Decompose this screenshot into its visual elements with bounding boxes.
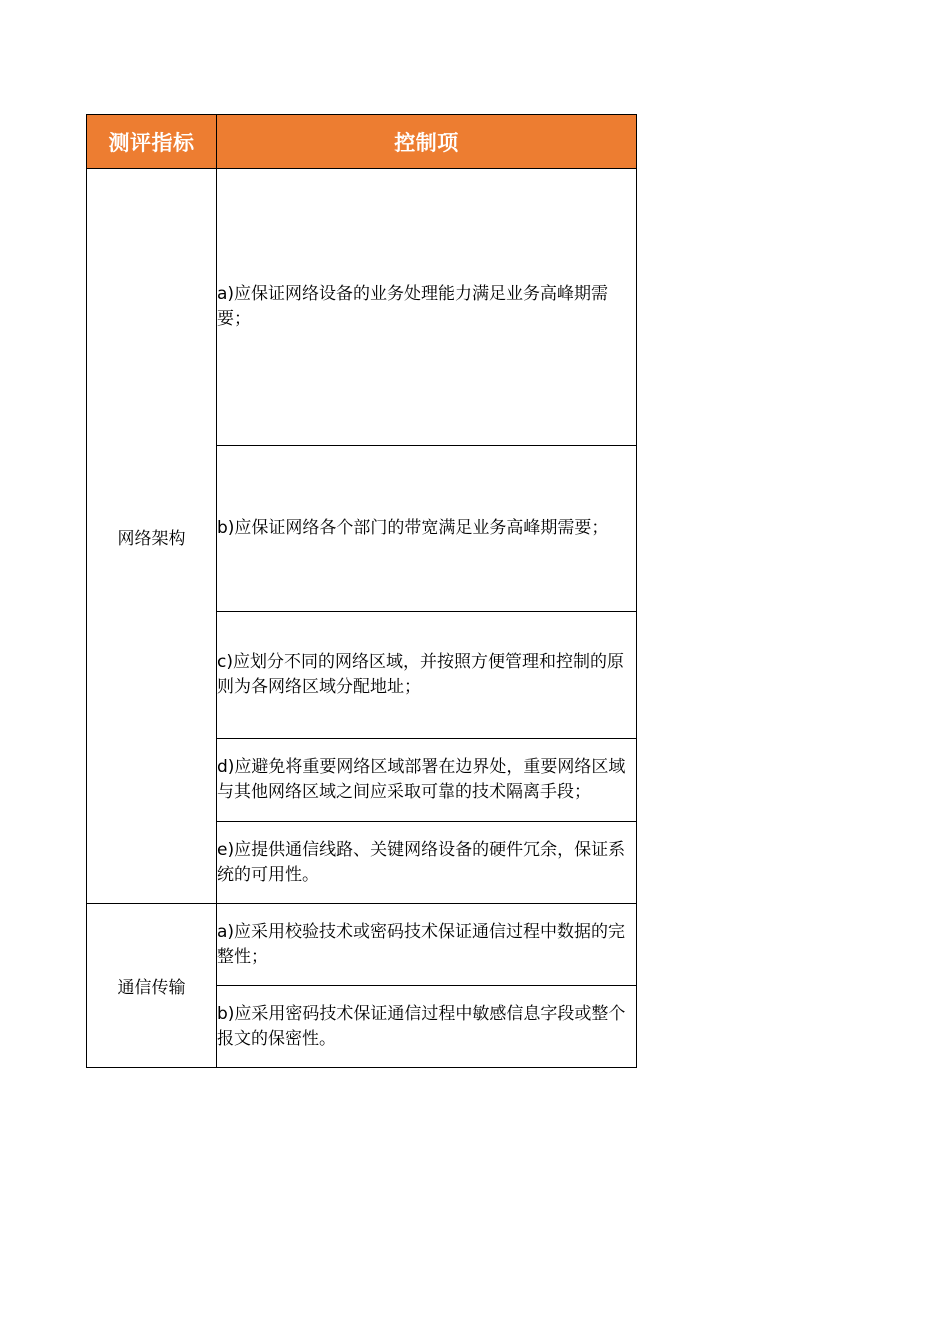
evaluation-table	[86, 114, 637, 1068]
indicator-network-architecture: 网络架构	[87, 169, 217, 904]
control-item: d)应避免将重要网络区域部署在边界处，重要网络区域与其他网络区域之间应采取可靠的技术隔离手段；	[217, 739, 637, 822]
table-row	[87, 169, 637, 446]
control-item: a)应采用校验技术或密码技术保证通信过程中数据的完整性；	[217, 904, 637, 986]
control-item: a)应保证网络设备的业务处理能力满足业务高峰期需要；	[217, 169, 637, 446]
header-row	[87, 115, 637, 169]
indicator-communication-transmission: 通信传输	[87, 904, 217, 1068]
header-control: 控制项	[217, 115, 637, 169]
control-item: b)应保证网络各个部门的带宽满足业务高峰期需要；	[217, 446, 637, 612]
header-indicator: 测评指标	[87, 115, 217, 169]
control-item: b)应采用密码技术保证通信过程中敏感信息字段或整个报文的保密性。	[217, 986, 637, 1068]
evaluation-sheet	[86, 114, 636, 1068]
control-item: e)应提供通信线路、关键网络设备的硬件冗余，保证系统的可用性。	[217, 822, 637, 904]
control-item: c)应划分不同的网络区域，并按照方便管理和控制的原则为各网络区域分配地址；	[217, 612, 637, 739]
table-row	[87, 904, 637, 986]
